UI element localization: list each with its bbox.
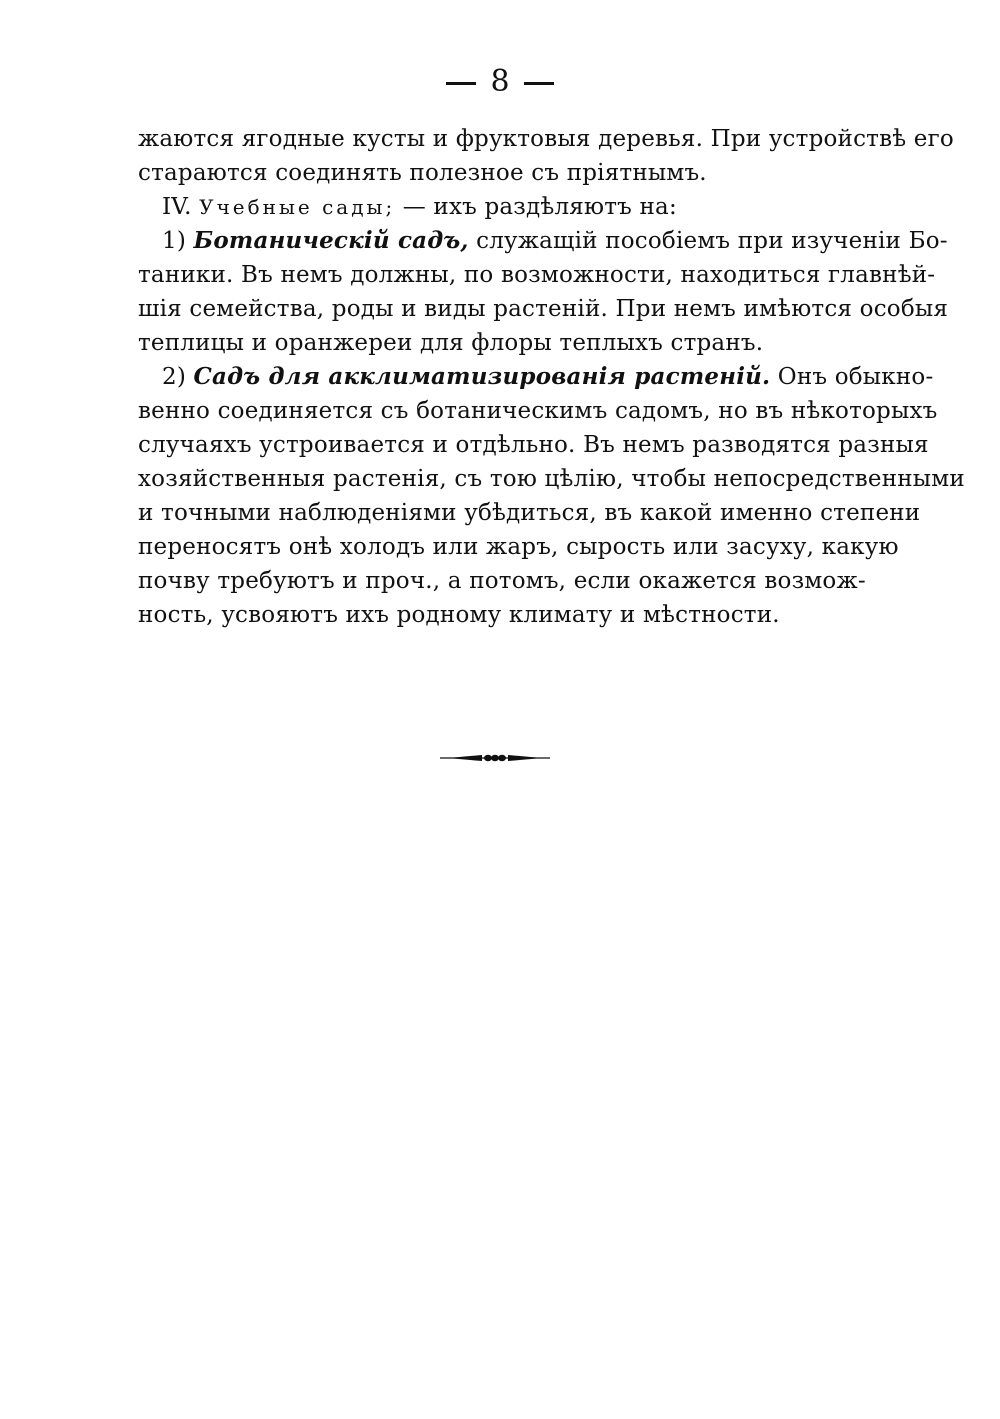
text-line-13: переносятъ онѣ холодъ или жаръ, сырость или засуху, какую (138, 534, 899, 560)
right-dash (524, 82, 554, 85)
text-line-10: случаяхъ устроивается и отдѣльно. Въ немъ разводятся разныя (138, 432, 929, 458)
text-line-6: шія семейства, роды и виды растеній. При немъ имѣются особыя (138, 296, 949, 322)
section-title: Учебные сады; (199, 195, 396, 219)
item-1-title: Ботаническій садъ, (193, 227, 469, 254)
text-line-7: теплицы и оранжереи для флоры теплыхъ странъ. (138, 330, 764, 356)
text-line-1: жаются ягодные кусты и фруктовыя деревья. При устройствѣ его (138, 126, 954, 152)
text-line-11: хозяйственныя растенія, съ тою цѣлію, чтобы непосредственными (138, 466, 965, 492)
left-dash (446, 82, 476, 85)
page-header (0, 62, 1000, 102)
section-heading-iv: IV. Учебные сады; — ихъ раздѣляютъ на: (162, 194, 677, 220)
page-number: 8 (490, 64, 510, 99)
item-1-line: 1) Ботаническій садъ, служащій пособіемъ при изученіи Бо- (162, 227, 948, 254)
text-line-2: стараются соединять полезное съ пріятнымъ. (138, 160, 707, 186)
text-line-9: венно соединяется съ ботаническимъ садомъ, но въ нѣкоторыхъ (138, 398, 938, 424)
body-text (138, 122, 965, 632)
text-line-12: и точными наблюденіями убѣдиться, въ какой именно степени (138, 500, 921, 526)
text-line-14: почву требуютъ и проч., а потомъ, если окажется возмож- (138, 568, 866, 594)
section-numeral: IV. (162, 194, 192, 220)
text-line-5: таники. Въ немъ должны, по возможности, находиться главнѣй- (138, 262, 936, 288)
tailpiece-ornament (440, 748, 550, 768)
text-line-15: ность, усвояютъ ихъ родному климату и мѣстности. (138, 602, 780, 628)
item-2-line: 2) Садъ для акклиматизированія растеній. Онъ обыкно- (162, 363, 934, 390)
item-2-title: Садъ для акклиматизированія растеній. (193, 363, 771, 390)
